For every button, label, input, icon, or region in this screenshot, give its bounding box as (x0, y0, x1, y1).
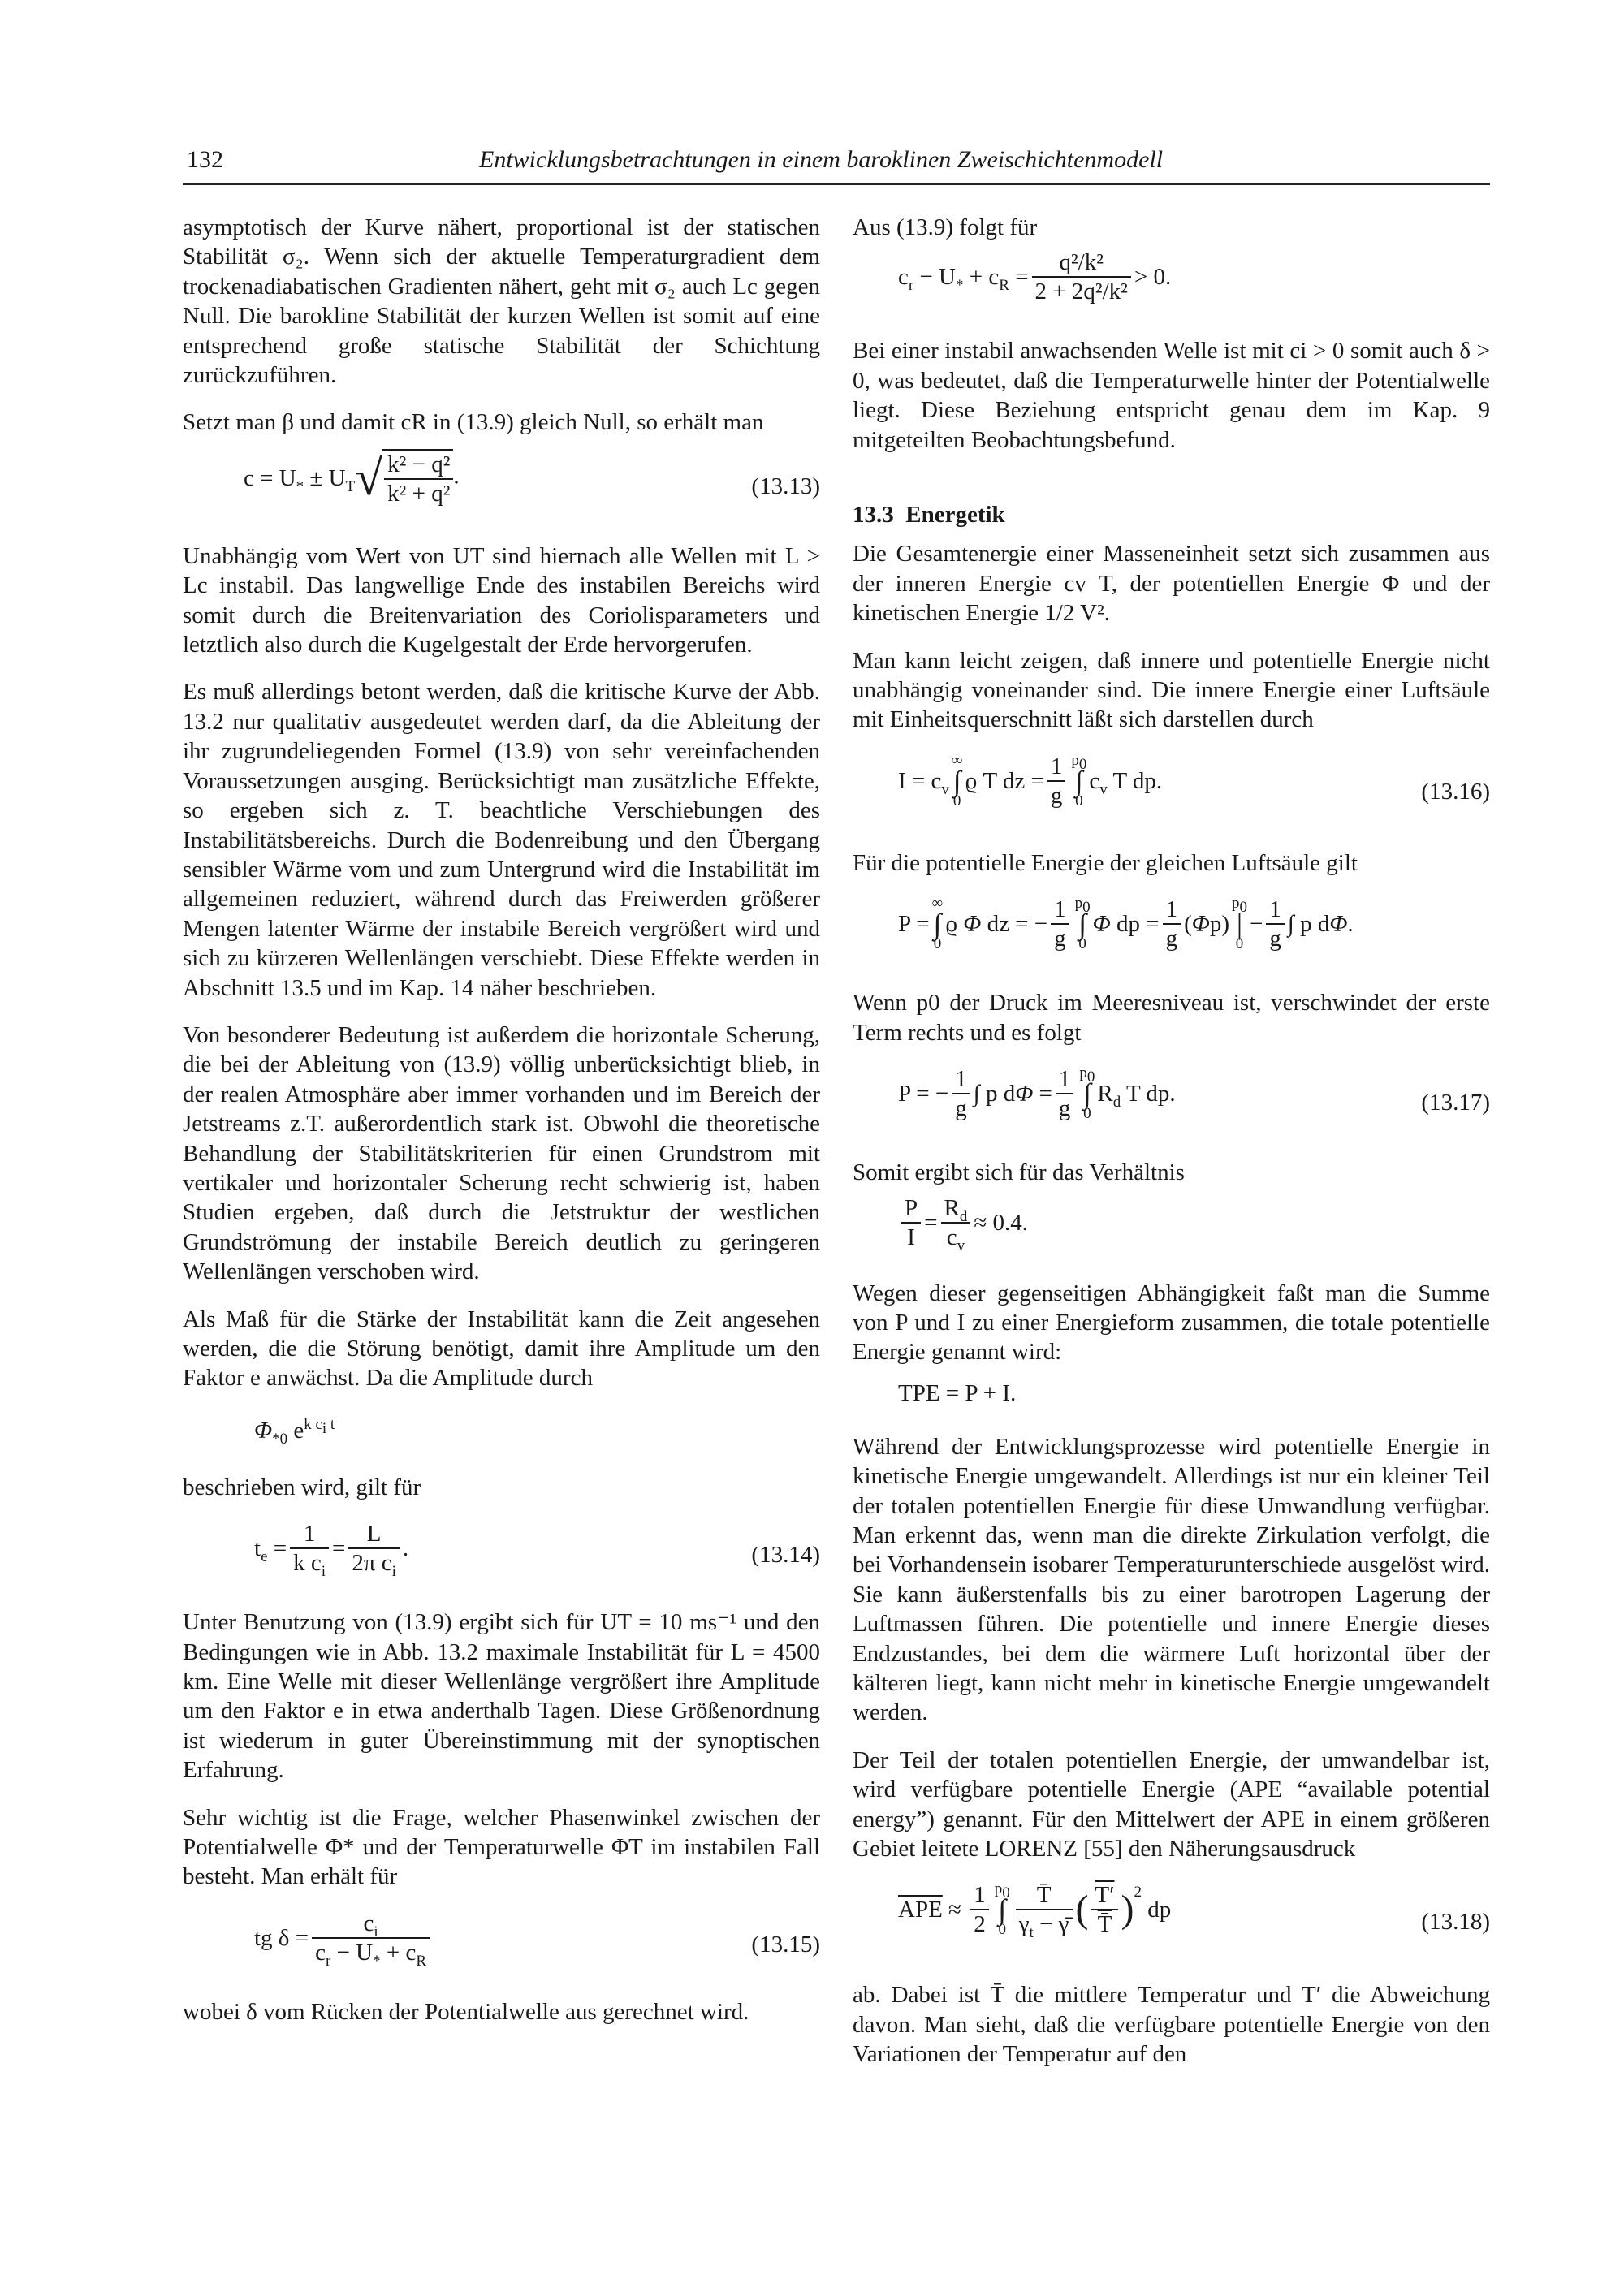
paragraph: Sehr wichtig ist die Frage, welcher Phasenwinkel zwischen der Potentialwelle Φ* und der Temperaturwelle ΦT im instabilen Fall besteht. Man erhält für (183, 1804, 820, 1890)
left-column (183, 213, 820, 2044)
paragraph: Der Teil der totalen potentiellen Energie, der umwandelbar ist, wird verfügbare potentielle Energie (APE “available potential energy”) genannt. Für den Mittelwert der APE in einem größeren Gebiet leitete LORENZ [55] den Näherungsausdruck (853, 1746, 1490, 1862)
equation-13-13: $c = U_* \pm U_T√$ $\frac{\text{k² − q²}}{\text{k² + q²}}$ . (13.13) (244, 450, 820, 507)
section-heading (853, 500, 1490, 529)
section-number: 13.3 (853, 502, 894, 529)
paragraph: Wenn p0 der Druck im Meeresniveau ist, verschwindet der erste Term rechts und es folgt (853, 990, 1490, 1046)
paragraph: Bei einer instabil anwachsenden Welle ist mit ci > 0 somit auch δ > 0, was bedeutet, daß die Temperaturwelle hinter der Potentialwelle liegt. Diese Beziehung entspricht genau dem im Kap. 9 mitgeteilten Beobachtungsbefund. (853, 338, 1490, 453)
equation-13-17: P = − $\frac{1}{g}$ ∫ p dΦ = $\frac{1}{g}$ $p_0$ ∫ 0 $R_d$ T dp. (13.17) (898, 1064, 1490, 1123)
paragraph: Von besonderer Bedeutung ist außerdem die horizontale Scherung, die bei der Ableitung von (13.9) völlig unberücksichtigt blieb, in der realen Atmosphäre aber immer vorhanden und im Bereich der Jetstreams z.T. außerordentlich stark ist. Obwohl die theoretische Behandlung der Stabilitätskriterien für einen Grundstrom mit vertikaler und horizontaler Scherung recht schwierig ist, haben Studien ergeben, daß durch die Jetstruktur der westlichen Grundströmung der instabile Bereich deutlich zu geringeren Wellenlängen verschoben wird. (183, 1021, 820, 1285)
amplitude-expression: $\Phi_{*0}$ $e^{k c_i t}$ (254, 1416, 335, 1448)
equation-number: (13.15) (751, 1931, 820, 1957)
equation-tpe (853, 1379, 1490, 1414)
paragraph: Somit ergibt sich für das Verhältnis (853, 1159, 1185, 1186)
equation-number: (13.16) (1421, 778, 1490, 805)
equation-number: (13.13) (751, 473, 820, 499)
equation-13-18: $\overline{APE}$ ≈ $\frac{1}{2}$ $p_0$ ∫ 0 $\frac{T̄}{\gamma_t - \gammā}$ ( $\frac{T'}{T̄}$ )$^2$ dp (13.18) (898, 1880, 1490, 1942)
paragraph: Es muß allerdings betont werden, daß die kritische Kurve der Abb. 13.2 nur qualitativ ausgedeutet werden darf, da die Ableitung der ihr zugrundeliegenden Formel (13.9) von sehr vereinfachenden Voraussetzungen ausging. Berücksichtigt man zusätzliche Effekte, so ergeben sich z. T. beachtliche Verschiebungen des Instabilitätsbereichs. Durch die Bodenreibung und den Übergang sensibler Wärme vom und zum Untergrund wird die Instabilität im allgemeinen reduziert, während durch das Freiwerden größerer Mengen latenter Wärme der instabile Bereich vergrößert wird und sich zu kürzeren Wellenlängen verschiebt. Diese Effekte werden in Abschnitt 13.5 und im Kap. 14 näher beschrieben. (183, 679, 820, 1001)
equation-ratio: $\frac{P}{I}$ = $\frac{R_d}{c_v}$ ≈ 0.4. (853, 1194, 1490, 1261)
paragraph: Für die potentielle Energie der gleichen Luftsäule gilt (853, 849, 1358, 876)
page-header (183, 145, 1490, 185)
equation-13-15: tg δ = $\frac{c_i}{c_r - U_* + c_R}$ (13.15) (254, 1910, 820, 1970)
paragraph: wobei δ vom Rücken der Potentialwelle aus gerechnet wird. (183, 1998, 749, 2025)
equation-cr: $c_r - U_* + c_R$ = $\frac{\text{q²/k²}}{\text{2 + 2q²/k²}}$ > 0. (898, 249, 1172, 305)
tpe-expression: TPE = P + I. (898, 1379, 1017, 1406)
paragraph: Man kann leicht zeigen, daß innere und potentielle Energie nicht unabhängig voneinander sind. Die innere Energie einer Luftsäule mit Einheitsquerschnitt läßt sich darstellen durch (853, 647, 1490, 733)
equation-number: (13.14) (751, 1542, 820, 1569)
paragraph: Während der Entwicklungsprozesse wird potentielle Energie in kinetische Energie umgewandelt. Allerdings ist nur ein kleiner Teil der totalen potentiellen Energie für diese Umwandlung verfügbar. Man erkennt das, wenn man die direkte Zirkulation verfolgt, die bei Vorhandensein isobarer Temperaturunterschiede ausgelöst wird. Sie kann äußerstenfalls bis zu einer barotropen Lagerung der Luftmassen führen. Die potentielle und innere Energie dieses Endzustandes, bei dem die wärmere Luft horizontal über der kälteren liegt, kann nicht mehr in kinetische Energie umgewandelt werden. (853, 1433, 1490, 1726)
paragraph: asymptotisch der Kurve nähert, proportional ist der statischen Stabilität σ₂. Wenn sich der aktuelle Temperaturgradient dem trockenadiabatischen Gradienten nähert, geht mit σ₂ auch Lc gegen Null. Die barokline Stabilität der kurzen Wellen ist somit auf eine entsprechend große statische Stabilität der Schichtung zurückzuführen. (183, 214, 820, 389)
equation-13-14: $t_e$ = $\frac{1}{k c_i}$ = $\frac{L}{2\pi c_i}$ . (13.14) (254, 1521, 820, 1581)
page-number: 132 (187, 146, 223, 173)
running-title: Entwicklungsbetrachtungen in einem baroklinen Zweischichtenmodell (479, 146, 1164, 173)
paragraph: Setzt man β und damit cR in (13.9) gleich Null, so erhält man (183, 409, 764, 436)
paragraph: beschrieben wird, gilt für (183, 1474, 421, 1500)
equation-potential-energy: P = ∞ ∫ 0 ϱ Φ dz = − $\frac{1}{g}$ $p_0$ ∫ 0 Φ dp = $\frac{1}{g}$ (Φp) $p_0$ | 0 − $\frac{1}{g}$ ∫ p dΦ. (898, 895, 1354, 953)
equation-13-16: $I = c_v$ ∞ ∫ 0 ϱ T dz = $\frac{1}{g}$ $p_0$ ∫ 0 $c_v$ T dp. (13.16) (898, 751, 1490, 809)
paragraph: Aus (13.9) folgt für (853, 214, 1038, 240)
paragraph: Unter Benutzung von (13.9) ergibt sich für UT = 10 ms⁻¹ und den Bedingungen wie in Abb. 13.2 maximale Instabilität für L = 4500 km. Eine Welle mit dieser Wellenlänge vergrößert ihre Amplitude um den Faktor e in etwa anderthalb Tagen. Diese Größenordnung ist wiederum in guter Übereinstimmung mit der synoptischen Erfahrung. (183, 1609, 820, 1784)
paragraph: Die Gesamtenergie einer Masseneinheit setzt sich zusammen aus der inneren Energie cv T, der potentiellen Energie Φ und der kinetischen Energie 1/2 V². (853, 541, 1490, 627)
equation-number: (13.17) (1421, 1089, 1490, 1116)
equation-number: (13.18) (1421, 1909, 1490, 1936)
section-title: Energetik (905, 502, 1005, 529)
right-column (853, 213, 1490, 2087)
paragraph: ab. Dabei ist T̄ die mittlere Temperatur und T′ die Abweichung davon. Man sieht, daß die verfügbare potentielle Energie von den Variationen der Temperatur auf den (853, 1982, 1490, 2068)
paragraph: Wegen dieser gegenseitigen Abhängigkeit faßt man die Summe von P und I zu einer Energieform zusammen, die totale potentielle Energie genannt wird: (853, 1280, 1490, 1366)
paragraph: Als Maß für die Stärke der Instabilität kann die Zeit angesehen werden, die die Störung benötigt, damit ihre Amplitude um den Faktor e anwächst. Da die Amplitude durch (183, 1306, 820, 1392)
paragraph: Unabhängig vom Wert von UT sind hiernach alle Wellen mit L > Lc instabil. Das langwellige Ende des instabilen Bereichs wird somit durch die Breitenvariation des Coriolisparameters und letztlich also durch die Kugelgestalt der Erde hervorgerufen. (183, 542, 820, 658)
